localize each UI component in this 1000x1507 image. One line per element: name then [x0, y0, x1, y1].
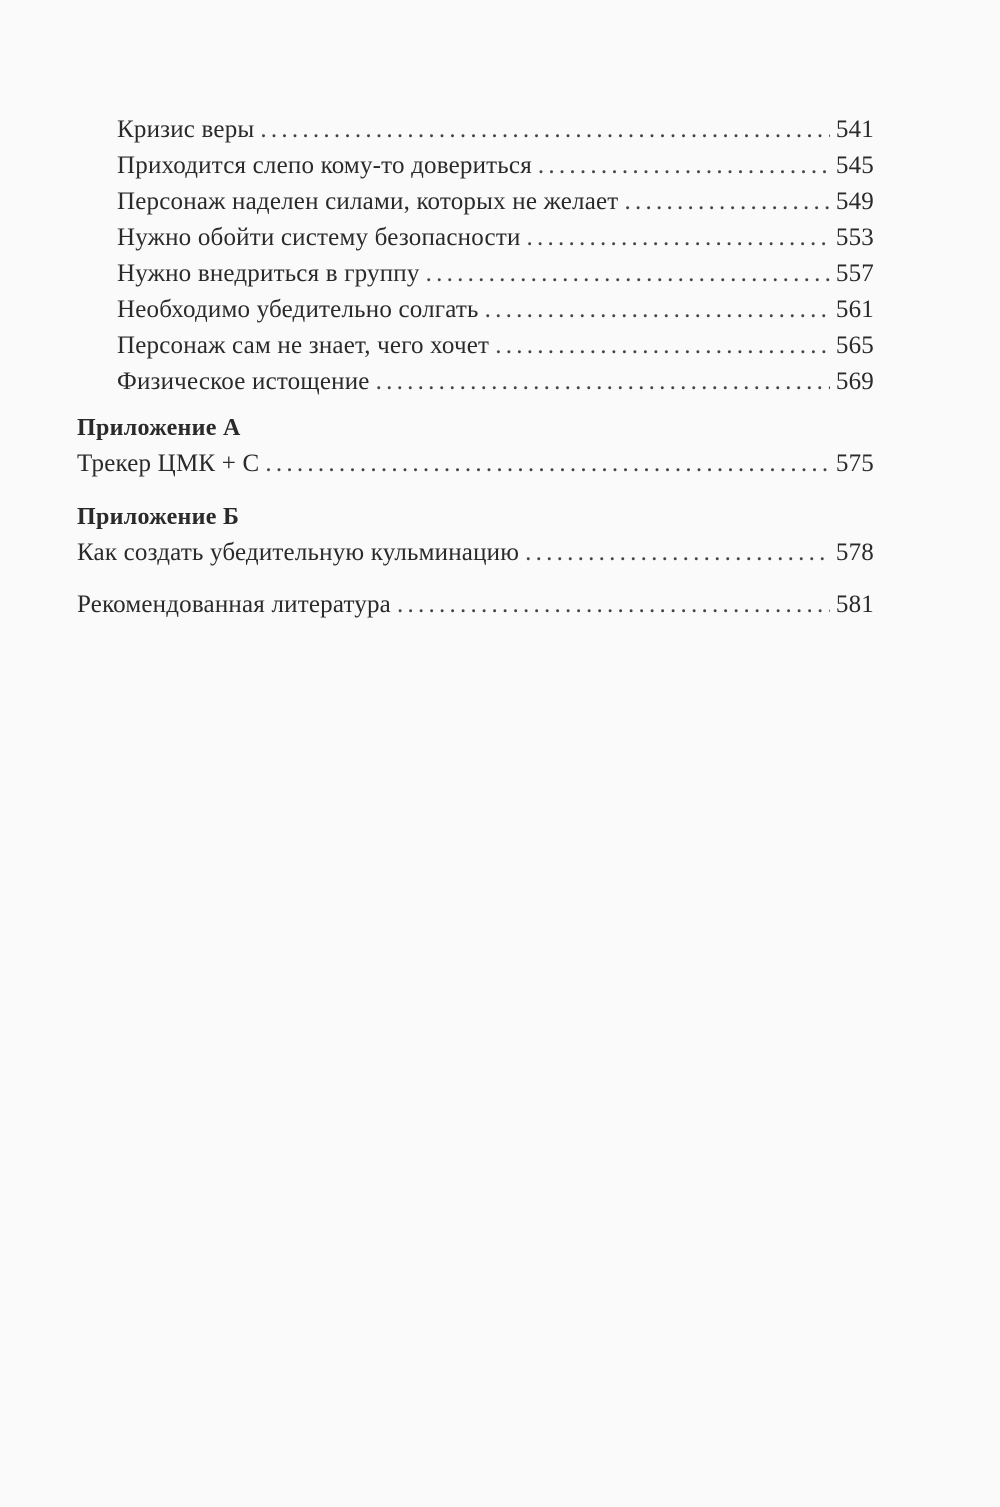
toc-entry-page: 581	[835, 591, 874, 618]
dot-leader	[376, 364, 830, 400]
toc-entry-page: 553	[835, 224, 874, 251]
toc-entry-title: Нужно внедриться в группу	[117, 260, 420, 287]
toc-entry-title: Как создать убедительную кульминацию	[77, 539, 520, 566]
toc-entry-page: 569	[835, 368, 874, 395]
toc-entry	[77, 256, 874, 292]
toc-entry	[77, 535, 874, 571]
toc-entry	[77, 148, 874, 184]
toc-entry-title: Нужно обойти систему безопасности	[117, 224, 521, 251]
dot-leader	[527, 220, 830, 256]
dot-leader	[397, 587, 830, 623]
toc-entry-title: Персонаж сам не знает, чего хочет	[117, 332, 490, 359]
toc-entry-page: 557	[835, 260, 874, 287]
toc-entry-title: Физическое истощение	[117, 368, 370, 395]
dot-leader	[525, 535, 830, 571]
toc-entry	[77, 292, 874, 328]
toc-entry-title: Кризис веры	[117, 116, 255, 143]
dot-leader	[426, 256, 830, 292]
toc-entry-title: Рекомендованная литература	[77, 591, 391, 618]
toc-entry	[77, 446, 874, 482]
toc-entry-title: Необходимо убедительно солгать	[117, 296, 479, 323]
toc-entry	[77, 328, 874, 364]
toc-entry-title: Персонаж наделен силами, которых не желает	[117, 188, 619, 215]
toc-entry-page: 565	[835, 332, 874, 359]
toc-entry-page: 578	[835, 539, 874, 566]
dot-leader	[624, 184, 829, 220]
toc-entry-page: 541	[835, 116, 874, 143]
toc-entry-title: Приходится слепо кому-то довериться	[117, 152, 532, 179]
table-of-contents	[77, 112, 874, 623]
toc-entry	[77, 364, 874, 400]
toc-entry-page: 575	[835, 450, 874, 477]
dot-leader	[538, 148, 830, 184]
toc-entry	[77, 112, 874, 148]
toc-entry	[77, 220, 874, 256]
dot-leader	[265, 446, 830, 482]
toc-entry-page: 545	[835, 152, 874, 179]
appendix-a-heading: Приложение А	[77, 415, 241, 441]
dot-leader	[260, 112, 829, 148]
dot-leader	[485, 292, 830, 328]
dot-leader	[495, 328, 830, 364]
toc-entry	[77, 184, 874, 220]
toc-entry-recommended	[77, 587, 874, 623]
toc-entry-page: 549	[835, 188, 874, 215]
toc-entry-title: Трекер ЦМК + С	[77, 450, 260, 477]
appendix-b-heading: Приложение Б	[77, 504, 240, 530]
toc-entry-page: 561	[835, 296, 874, 323]
